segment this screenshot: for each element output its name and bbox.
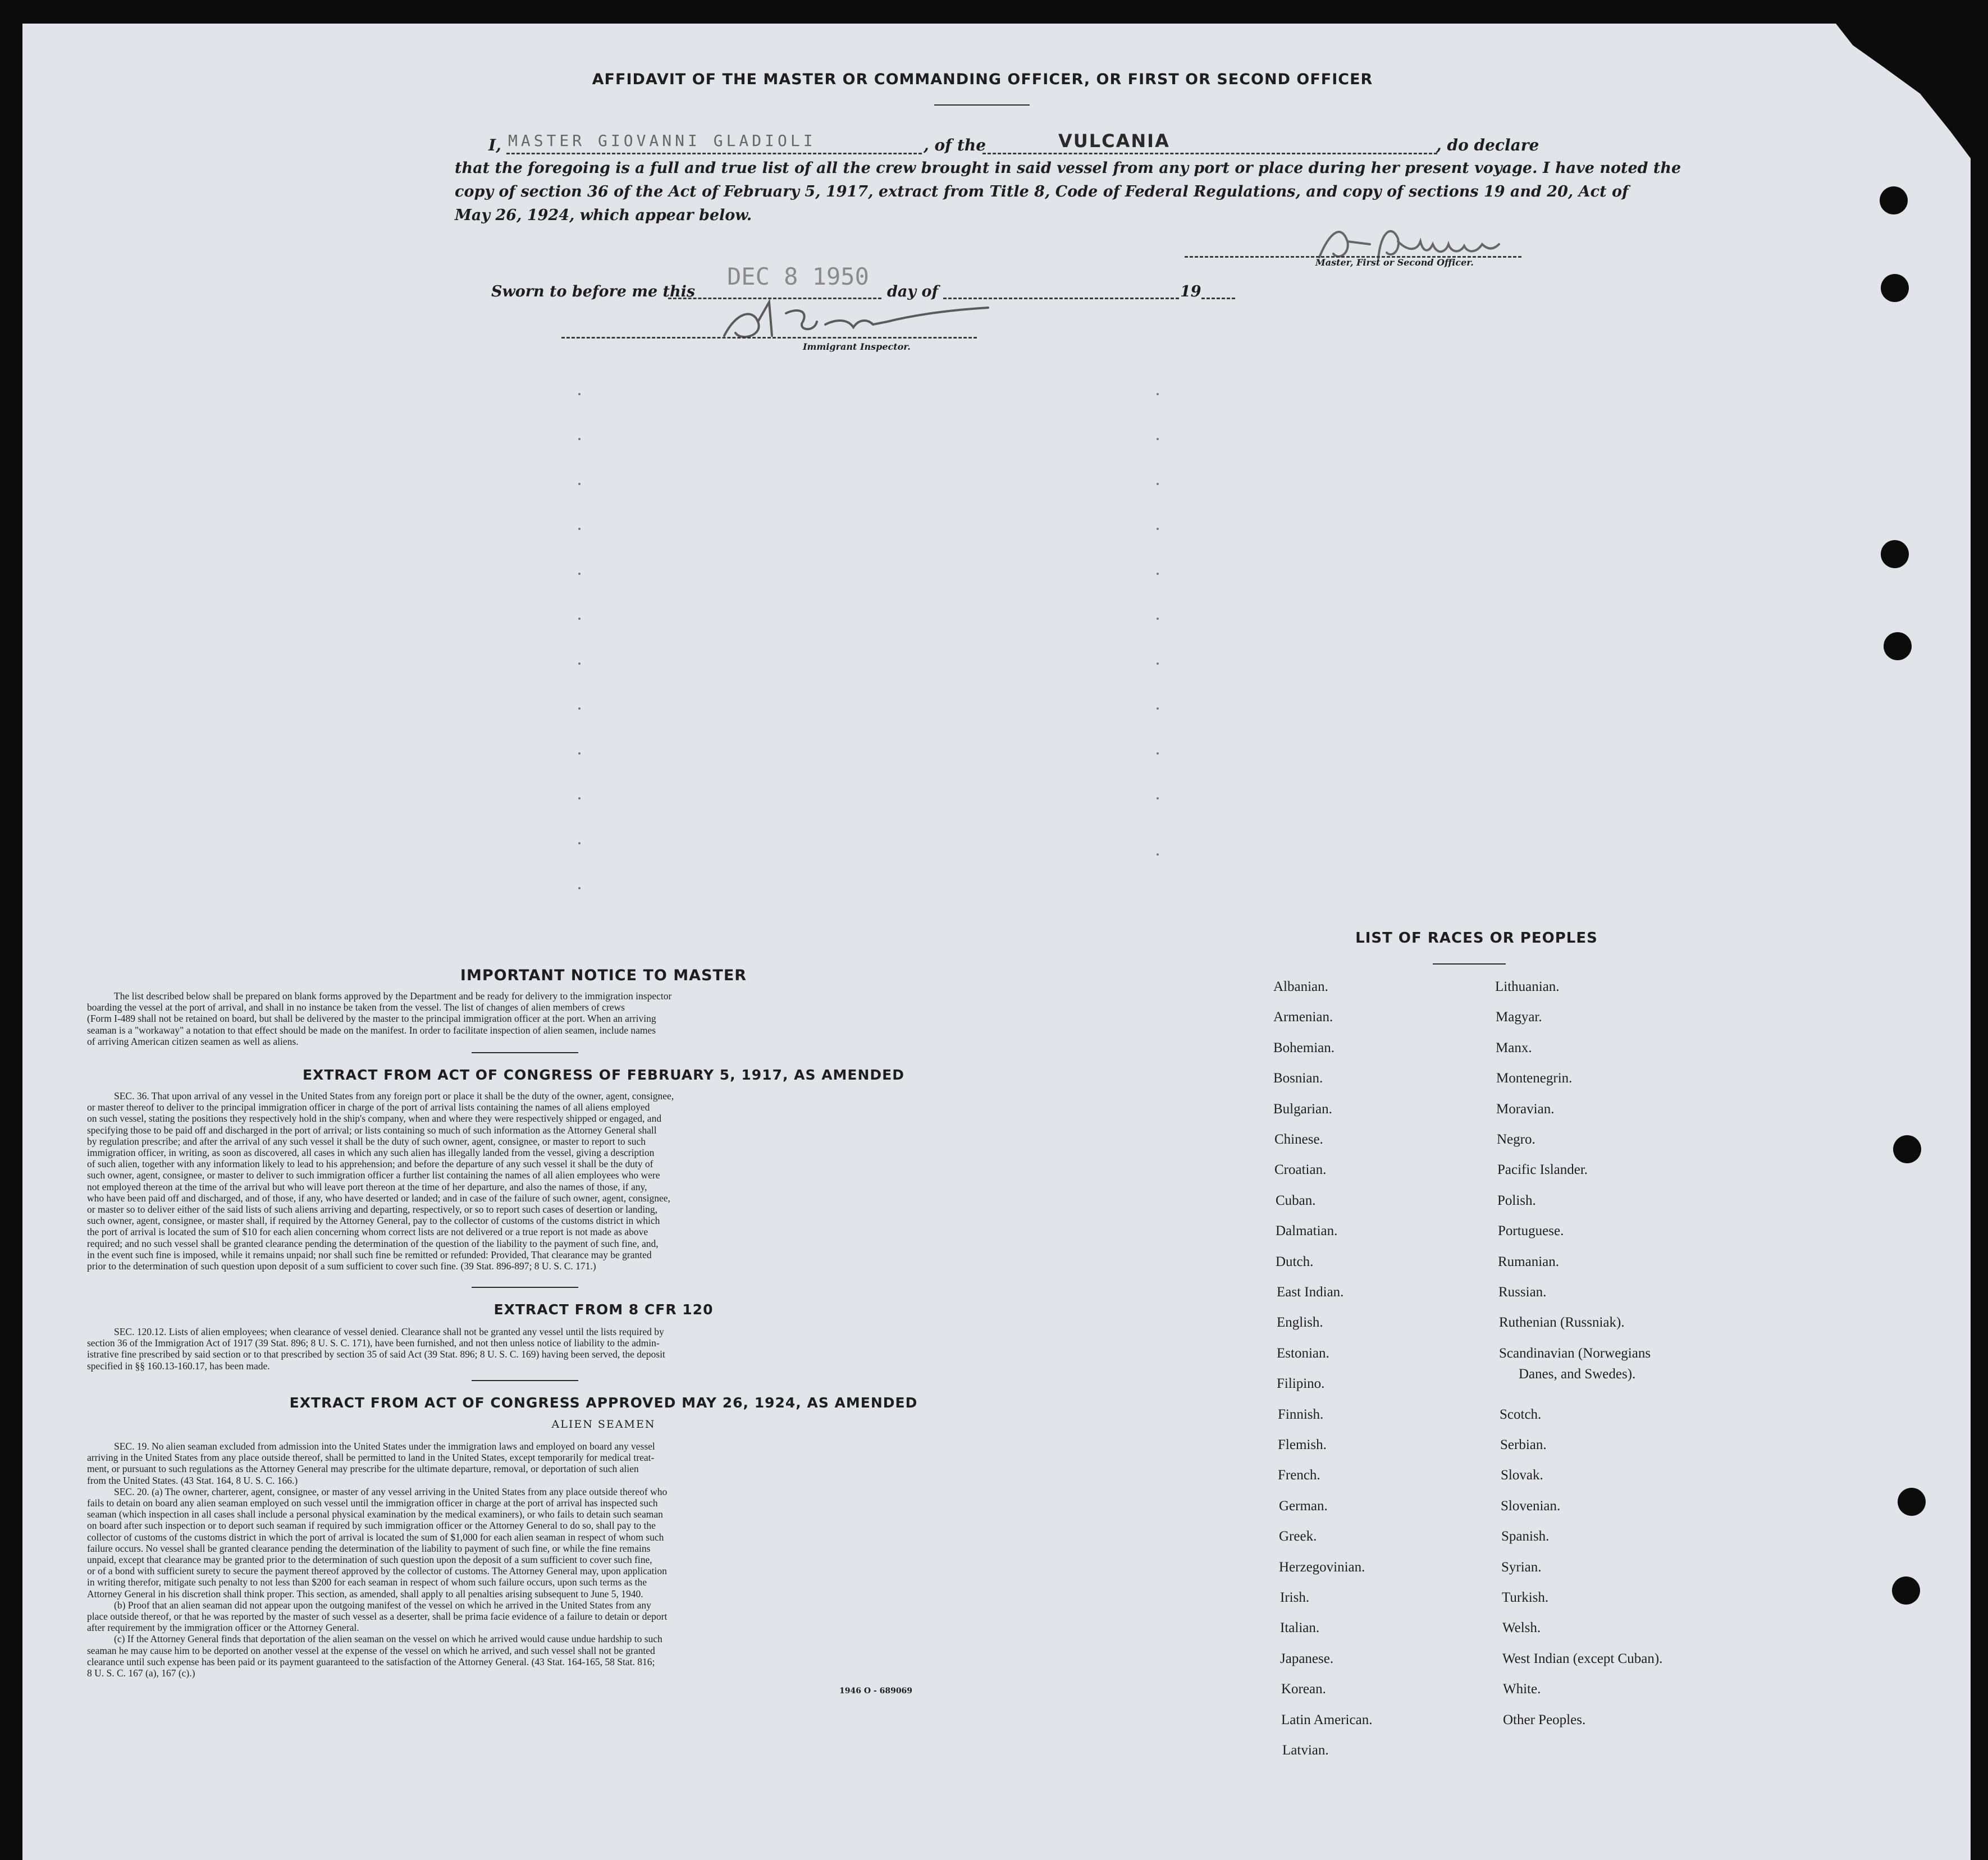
race-item: Ruthenian (Russniak). xyxy=(1499,1315,1625,1330)
text-line: or of a bond with sufficient surety to secure the payment thereof approved by the collector of customs. The Attorney General may, upon application xyxy=(87,1565,667,1577)
text-line: collector of customs of the customs district in which the port of arrival is located the sum of $1,000 for each alien seaman in respect of whom such xyxy=(87,1531,664,1543)
act1917-text xyxy=(87,1090,926,1272)
vessel-blank xyxy=(982,153,1437,154)
speck xyxy=(578,438,581,440)
speck xyxy=(578,573,581,575)
notice-text xyxy=(87,990,926,1047)
year-prefix: 19 xyxy=(1180,283,1201,300)
act1917-title: EXTRACT FROM ACT OF CONGRESS OF FEBRUARY 5, 1917, AS AMENDED xyxy=(302,1067,905,1083)
binder-hole xyxy=(1881,540,1909,568)
declaration-line: that the foregoing is a full and true list of all the crew brought in said vessel from any port or place during her present voyage. I have noted the xyxy=(455,159,1681,177)
text-line: istrative fine prescribed by said section or to that prescribed by section 35 of said Act (39 Stat. 896; 8 U. S. C. 169) having been served, the deposit xyxy=(87,1349,665,1360)
text-line: on board after such inspection or to deport such seaman if required by such immigration officer or the Attorney General to do so, shall pay to the xyxy=(87,1520,656,1532)
race-item: Portuguese. xyxy=(1498,1223,1564,1239)
speck xyxy=(578,707,581,710)
race-item: Manx. xyxy=(1496,1040,1532,1055)
binder-hole xyxy=(1880,186,1908,214)
race-item: Other Peoples. xyxy=(1503,1712,1586,1728)
of-the-text: , of the xyxy=(924,136,986,154)
race-item: Finnish. xyxy=(1278,1407,1324,1422)
text-line: fails to detain on board any alien seaman employed on such vessel until the immigration officer in charge at the port of arrival has inspected such xyxy=(87,1497,658,1509)
text-line: place outside thereof, or that he was reported by the master of such vessel as a deserter, shall be prima facie evidence of a failure to detain or deport xyxy=(87,1611,668,1623)
date-stamp: DEC 8 1950 xyxy=(727,263,869,290)
speck xyxy=(578,393,581,395)
race-item: Negro. xyxy=(1497,1132,1535,1147)
speck xyxy=(578,842,581,844)
text-line: such owner, agent, consignee, or master to deliver to such immigration officer a further list containing the names of all alien employees who were xyxy=(87,1169,660,1181)
race-item: Latvian. xyxy=(1282,1743,1329,1758)
race-item: Croatian. xyxy=(1274,1162,1327,1177)
races-title: LIST OF RACES OR PEOPLES xyxy=(1355,930,1598,947)
text-line: The list described below shall be prepared on blank forms approved by the Department and be ready for delivery to the immigration inspector xyxy=(114,990,672,1002)
race-item: White. xyxy=(1503,1681,1541,1697)
speck xyxy=(1157,707,1159,710)
print-code: 1946 O - 689069 xyxy=(839,1687,913,1696)
speck xyxy=(578,528,581,530)
binder-hole xyxy=(1892,1576,1920,1605)
inspector-caption: Immigrant Inspector. xyxy=(803,341,911,352)
cfr-text xyxy=(87,1326,926,1372)
binder-hole xyxy=(1884,632,1912,660)
divider xyxy=(934,104,1030,106)
act1924-subtitle: ALIEN SEAMEN xyxy=(551,1418,656,1431)
name-blank xyxy=(506,153,922,154)
speck xyxy=(578,887,581,889)
text-line: from the United States. (43 Stat. 164, 8 U. S. C. 166.) xyxy=(87,1474,298,1486)
text-line: seaman (which inspection in all cases shall include a personal physical examination by the medical examiners), or who fails to detain such seaman xyxy=(87,1509,663,1520)
text-line: in writing therefor, mitigate such penalty to not less than $200 for each seaman in respect of whom such failure occurs, upon such terms as the xyxy=(87,1576,647,1588)
speck xyxy=(578,797,581,799)
race-item: West Indian (except Cuban). xyxy=(1502,1651,1663,1666)
race-item: Serbian. xyxy=(1500,1437,1547,1452)
race-item: Filipino. xyxy=(1277,1376,1325,1391)
text-line: on such vessel, stating the positions they respectively hold in the ship's company, when and where they were respectively shipped or engaged, and xyxy=(87,1113,662,1125)
text-line: SEC. 120.12. Lists of alien employees; when clearance of vessel denied. Clearance shall not be granted any vessel until the lists required by xyxy=(114,1326,664,1337)
divider xyxy=(472,1380,578,1381)
race-item: Bosnian. xyxy=(1273,1071,1323,1086)
race-item: English. xyxy=(1277,1315,1323,1330)
declare-text: , do declare xyxy=(1436,136,1539,154)
speck xyxy=(1157,393,1159,395)
race-item: Flemish. xyxy=(1278,1437,1327,1452)
text-line: the port of arrival is located the sum of $10 for each alien concerning whom correct lists are not delivered or a true report is not made as above xyxy=(87,1226,648,1238)
text-line: or master so to deliver either of the said lists of such aliens arriving and departing, respectively, or so to report such cases of desertion or landing, xyxy=(87,1204,658,1215)
text-line: section 36 of the Immigration Act of 1917 (39 Stat. 896; 8 U. S. C. 171), have been furnished, and not then unless notice of liability to the admin- xyxy=(87,1337,660,1349)
torn-corner xyxy=(1802,24,1971,158)
text-line: failure occurs. No vessel shall be granted clearance pending the determination of the liability to payment of such fine, or while the fine remains xyxy=(87,1542,651,1554)
race-item: Latin American. xyxy=(1281,1712,1373,1728)
race-item: Japanese. xyxy=(1280,1651,1334,1666)
race-item: Bohemian. xyxy=(1273,1040,1335,1055)
act1924-title: EXTRACT FROM ACT OF CONGRESS APPROVED MAY 26, 1924, AS AMENDED xyxy=(289,1395,918,1411)
divider xyxy=(472,1052,578,1053)
text-line: of such alien, together with any information likely to lead to his apprehension; and before the departure of any such vessel it shall be the duty of xyxy=(87,1158,653,1170)
text-line: Attorney General in his discretion shall think proper. This section, as amended, shall apply to all penalties arising subsequent to June 5, 1940. xyxy=(87,1588,643,1599)
race-item: Lithuanian. xyxy=(1495,979,1560,994)
race-item: Turkish. xyxy=(1502,1590,1549,1605)
text-line: or master thereof to deliver to the principal immigration officer in charge of the port of arrival lists containing the names of all aliens employed xyxy=(87,1102,650,1113)
text-line: specified in §§ 160.13-160.17, has been made. xyxy=(87,1360,270,1372)
text-line: prior to the determination of such question upon deposit of a sum sufficient to cover such fine. (39 Stat. 896-897; 8 U. S. C. 171.) xyxy=(87,1260,596,1272)
year-blank xyxy=(1201,298,1235,299)
text-line: SEC. 36. That upon arrival of any vessel in the United States from any foreign port or place it shall be the duty of the owner, agent, consignee, xyxy=(114,1090,674,1102)
race-item: Herzegovinian. xyxy=(1279,1560,1365,1575)
race-item: Bulgarian. xyxy=(1273,1102,1332,1117)
officer-caption: Master, First or Second Officer. xyxy=(1315,257,1474,268)
inspector-signature xyxy=(719,296,999,347)
race-item: Dutch. xyxy=(1276,1254,1314,1269)
declaration-line: May 26, 1924, which appear below. xyxy=(455,207,752,224)
race-item: Albanian. xyxy=(1273,979,1328,994)
race-item: East Indian. xyxy=(1277,1285,1344,1300)
text-line: (Form I-489 shall not be retained on board, but shall be delivered by the master to the principal immigration officer at the port. When an arriving xyxy=(87,1013,656,1025)
binder-hole xyxy=(1898,1488,1926,1516)
speck xyxy=(1157,483,1159,485)
race-item: Korean. xyxy=(1281,1681,1326,1697)
binder-hole xyxy=(1881,274,1909,302)
race-item: Cuban. xyxy=(1276,1193,1316,1208)
race-item: Moravian. xyxy=(1496,1102,1555,1117)
text-line: boarding the vessel at the port of arrival, and shall in no instance be taken from the vessel. The list of changes of alien members of crews xyxy=(87,1002,625,1013)
declaration-line: copy of section 36 of the Act of February 5, 1917, extract from Title 8, Code of Federal Regulations, and copy of sections 19 and 20, Act of xyxy=(455,183,1629,200)
race-item: German. xyxy=(1279,1498,1328,1514)
text-line: in the event such fine is imposed, while it remains unpaid; nor shall such fine be remitted or refunded: Provided, That clearance may be granted xyxy=(87,1249,652,1260)
speck xyxy=(578,662,581,665)
speck xyxy=(578,483,581,485)
race-item: Chinese. xyxy=(1274,1132,1323,1147)
race-item: Danes, and Swedes). xyxy=(1519,1367,1636,1382)
text-line: ment, or pursuant to such regulations as the Attorney General may prescribe for the ultimate departure, removal, or deportation of such alien xyxy=(87,1463,639,1475)
speck xyxy=(1157,528,1159,530)
race-item: Rumanian. xyxy=(1498,1254,1560,1269)
text-line: (b) Proof that an alien seaman did not appear upon the outgoing manifest of the vessel on which he arrived in the United States from any xyxy=(114,1599,651,1611)
speck xyxy=(1157,752,1159,755)
text-line: SEC. 20. (a) The owner, charterer, agent, consignee, or master of any vessel arriving in the United States from any place outside thereof who xyxy=(114,1486,668,1497)
master-name: MASTER GIOVANNI GLADIOLI xyxy=(508,131,816,150)
affidavit-pronoun: I, xyxy=(488,136,501,154)
text-line: unpaid, except that clearance may be granted prior to the determination of such question upon the deposit of a sum sufficient to cover such fine, xyxy=(87,1554,652,1566)
text-line: of arriving American citizen seamen as well as aliens. xyxy=(87,1035,299,1047)
race-item: Irish. xyxy=(1280,1590,1310,1605)
race-item: Polish. xyxy=(1497,1193,1536,1208)
text-line: specifying those to be paid off and discharged in the port of arrival; or lists containing so much of such information as the Attorney General shall xyxy=(87,1124,657,1136)
race-item: Russian. xyxy=(1498,1285,1547,1300)
text-line: required; and no such vessel shall be granted clearance pending the determination of the question of the liability to the payment of such fine, and, xyxy=(87,1237,659,1249)
vessel-name: VULCANIA xyxy=(1058,130,1170,152)
speck xyxy=(1157,662,1159,665)
text-line: immigration officer, in writing, as soon as discovered, all cases in which any such alien has illegally landed from the vessel, giving a description xyxy=(87,1147,655,1159)
speck xyxy=(1157,853,1159,856)
speck xyxy=(1157,797,1159,799)
divider xyxy=(1433,963,1506,965)
race-item: Italian. xyxy=(1280,1620,1320,1635)
race-item: Magyar. xyxy=(1496,1009,1542,1025)
text-line: clearance until such expense has been paid or its payment guaranteed to the satisfaction of the Attorney General. (43 Stat. 164-165, 58 Stat. 816; xyxy=(87,1656,655,1667)
act1924-text xyxy=(87,1441,926,1679)
inspector-line xyxy=(561,337,977,339)
race-item: French. xyxy=(1278,1468,1320,1483)
speck xyxy=(1157,618,1159,620)
text-line: by regulation prescribe; and after the arrival of any such vessel it shall be the duty of such owner, agent, consignee, or master to report to such xyxy=(87,1135,646,1147)
race-item: Welsh. xyxy=(1502,1620,1541,1635)
binder-hole xyxy=(1893,1135,1921,1163)
race-item: Syrian. xyxy=(1501,1560,1542,1575)
race-item: Armenian. xyxy=(1273,1009,1333,1025)
affidavit-title: AFFIDAVIT OF THE MASTER OR COMMANDING OFFICER, OR FIRST OR SECOND OFFICER xyxy=(592,71,1373,88)
text-line: who have been paid off and discharged, and of those, if any, who have deserted or landed; and in case of the failure of such owner, agent, consignee, xyxy=(87,1192,670,1204)
race-item: Scandinavian (Norwegians xyxy=(1499,1346,1651,1361)
race-item: Pacific Islander. xyxy=(1497,1162,1588,1177)
text-line: after requirement by the immigration officer or the Attorney General. xyxy=(87,1622,359,1634)
speck xyxy=(1157,573,1159,575)
text-line: SEC. 19. No alien seaman excluded from admission into the United States under the immigration laws and employed on board any vessel xyxy=(114,1441,655,1452)
race-item: Greek. xyxy=(1279,1529,1317,1544)
race-item: Montenegrin. xyxy=(1496,1071,1573,1086)
sworn-text: Sworn to before me this xyxy=(491,283,696,300)
text-line: not employed thereon at the time of the arrival but who will leave port thereon at the time of her departure, and also the names of those, if any, xyxy=(87,1181,647,1192)
divider xyxy=(472,1287,578,1288)
race-item: Slovenian. xyxy=(1501,1498,1561,1514)
race-item: Slovak. xyxy=(1501,1468,1543,1483)
cfr-title: EXTRACT FROM 8 CFR 120 xyxy=(493,1301,714,1318)
text-line: seaman he may cause him to be deported on another vessel at the expense of the vessel on which he arrived, and such vessel shall not be granted xyxy=(87,1644,655,1656)
text-line: arriving in the United States from any place outside thereof, shall be permitted to land in the United States, except temporarily for medical treat- xyxy=(87,1452,655,1464)
race-item: Scotch. xyxy=(1500,1407,1542,1422)
text-line: 8 U. S. C. 167 (a), 167 (c).) xyxy=(87,1667,195,1679)
text-line: (c) If the Attorney General finds that deportation of the alien seaman on the vessel on which he arrived would cause undue hardship to such xyxy=(114,1633,662,1645)
race-item: Estonian. xyxy=(1277,1346,1329,1361)
text-line: seaman is a "workaway" a notation to that effect should be made on the manifest. In order to facilitate inspection of alien seamen, include names xyxy=(87,1024,656,1036)
notice-title: IMPORTANT NOTICE TO MASTER xyxy=(460,967,747,984)
speck xyxy=(578,752,581,755)
race-item: Dalmatian. xyxy=(1276,1223,1338,1239)
speck xyxy=(1157,438,1159,440)
day-of-text: day of xyxy=(887,283,939,300)
speck xyxy=(578,618,581,620)
text-line: such owner, agent, consignee, or master shall, if required by the Attorney General, pay to the collector of customs of the customs district in which xyxy=(87,1215,660,1227)
race-item: Spanish. xyxy=(1501,1529,1550,1544)
